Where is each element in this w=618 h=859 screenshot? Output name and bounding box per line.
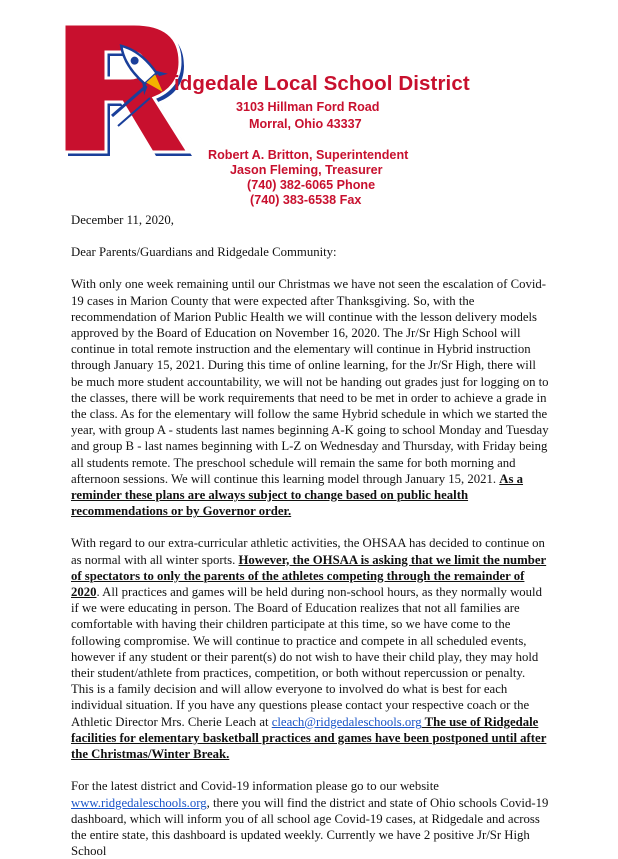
letter-date: December 11, 2020, xyxy=(71,213,174,227)
phone-number: (740) 382-6065 Phone xyxy=(247,178,376,192)
superintendent-name: Robert A. Britton, Superintendent xyxy=(208,148,409,162)
district-name: idgedale Local School District xyxy=(174,72,470,95)
address-line1: 3103 Hillman Ford Road xyxy=(236,100,380,114)
paragraph-instruction-text: With only one week remaining until our Christmas we have not seen the escalation of Covid-19 cases in Marion County that were expected after Thanksgiving. So, with the recommendation of Marion Public Health we will continue with the lesson delivery models approved by the Board of Education on November 16, 2020. The Jr/Sr High School will continue in total remote instruction and the elementary will continue in Hybrid instruction through January 15, 2021. During this time of online learning, for the Jr/Sr High, there will be much more student accountability, we will not be handing out grades just for logging on to the classes, there will be work requirements that need to be met in order to achieve a grade in the class. As for the elementary will follow the same Hybrid schedule in which we started the year, with group A - students last names beginning A-K going to school Monday and Tuesday and group B - last names beginning with L-Z on Wednesday and Thursday, with Friday being all students remote. The preschool schedule will remain the same for both morning and afternoon sessions. We will continue this learning model through January 15, 2021. xyxy=(71,277,549,486)
paragraph-athletics xyxy=(71,535,549,762)
spectator-limit-notice: However, the OHSAA is asking that we limit the number of spectators to only the parents of the athletes competing through the remainder of 2020 xyxy=(71,552,547,600)
covid-info-text-b: , there you will find the district and state of Ohio schools Covid-19 dashboard, which will inform you of all school age Covid-19 cases, at Ridgedale and across the entire state, this dashboard is updated weekly. Currently we have 2 positive Jr/Sr High School xyxy=(71,795,549,859)
reminder-notice: As a reminder these plans are always subject to change based on public health recommendations or by Governor order. xyxy=(71,471,524,519)
covid-info-text-a: For the latest district and Covid-19 information please go to our website xyxy=(71,779,439,794)
paragraph-instruction xyxy=(71,276,549,519)
letter-salutation: Dear Parents/Guardians and Ridgedale Community: xyxy=(71,245,337,260)
treasurer-name: Jason Fleming, Treasurer xyxy=(230,163,383,177)
paragraph-covid-info xyxy=(71,778,549,859)
athletic-director-email-link[interactable]: cleach@ridgedaleschools.org xyxy=(271,714,422,729)
logo-letter: R xyxy=(74,146,75,147)
district-website-link[interactable]: www.ridgedaleschools.org xyxy=(71,795,207,810)
athletics-text-b: . All practices and games will be held during non-school hours, as they normally would if we were educating in person. The Board of Education realizes that not all families are comfortable with having their children participate at this time, so we have come to the following compromise. We will continue to practice and compete in all scheduled events, however if any student or their parent(s) do not wish to have their child play, they may hold their student/athlete from practices, competition, or both without repercussion or penalty. This is a family decision and will allow everyone to involved do what is best for each individual situation. If you have any questions please contact your respective coach or the Athletic Director Mrs. Cherie Leach at xyxy=(71,585,542,729)
athletics-text-a: With regard to our extra-curricular athletic activities, the OHSAA has decided to continue on as normal with all winter sports. xyxy=(71,536,545,567)
letter-body xyxy=(71,212,549,859)
fax-number: (740) 383-6538 Fax xyxy=(250,193,362,207)
facilities-postponed-notice: The use of Ridgedale facilities for elementary basketball practices and games have been postponed until after the Christmas/Winter Break. xyxy=(71,714,547,762)
address-line2: Morral, Ohio 43337 xyxy=(249,117,362,131)
